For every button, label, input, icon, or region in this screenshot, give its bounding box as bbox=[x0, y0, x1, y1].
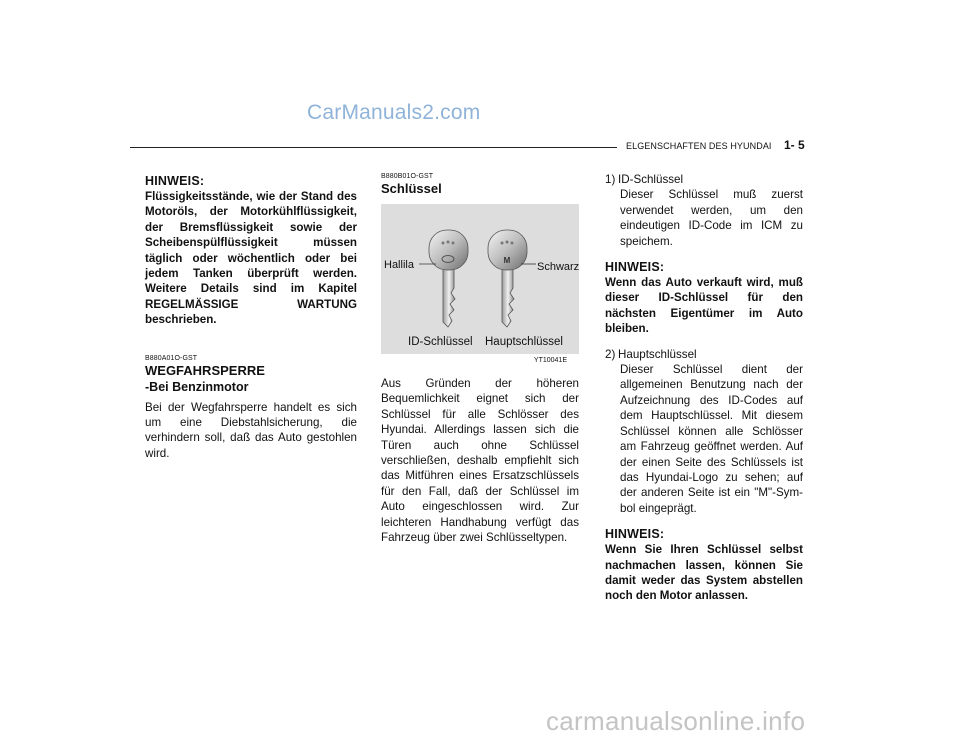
section-title: Schlüssel bbox=[381, 181, 442, 196]
label-hallila: Hallila bbox=[384, 259, 414, 271]
section-text: Aus Gründen der höheren Bequemlichkeit eignet sich der Schlüssel für alle Schlösser des Hyundai. Allerdings lassen sich die Türen auch ohne Schlüssel verschließen, deshalb empfiehlt sich das Mitführen eines Ersatzschlüssels für den Fall, daß der Schlüssel im Auto eingeschlossen wird. Zur leichteren Handhabung verfügt das Fahrzeug über zwei Schlüsseltypen. bbox=[381, 377, 579, 545]
watermark-top: CarManuals2.com bbox=[307, 101, 481, 124]
section-text: Bei der Wegfahrsperre handelt es sich um eine Diebstahlsicherung, die verhindern soll, daß das Auto gestohlen wird. bbox=[145, 400, 357, 460]
section-subtitle: -Bei Benzinmotor bbox=[145, 379, 249, 394]
list-text: Dieser Schlüssel muß zuerst verwendet werden, um den eindeutigen ID-Code im ICM zu speichem. bbox=[620, 188, 803, 248]
page-number: 1- 5 bbox=[784, 138, 805, 152]
note-text: Flüssigkeitsstände, wie der Stand des Motoröls, der Motorkühlflüssigkeit, der Bremsflüssigkeit sowie der Scheibenspülflüssigkeit müssen täglich oder wöchentlich oder bei jedem Tanken überprüft werden. Weitere Details sind im Kapitel REGELMÄSSIGE WARTUNG beschrieben. bbox=[145, 190, 357, 327]
label-schwarz: Schwarz bbox=[537, 261, 579, 273]
keys-illustration bbox=[381, 204, 579, 354]
column-left bbox=[145, 173, 357, 461]
note-heading: HINWEIS: bbox=[145, 174, 205, 188]
section-title: WEGFAHRSPERRE bbox=[145, 362, 265, 378]
key-m-symbol: M bbox=[503, 256, 511, 265]
section-code: B880A01O-GST bbox=[145, 354, 198, 362]
keys-figure bbox=[381, 204, 579, 354]
watermark-bottom: carmanualsonline.info bbox=[546, 706, 806, 736]
list-title: Hauptschlüssel bbox=[618, 347, 697, 361]
label-id-key: ID-Schlüssel bbox=[408, 336, 473, 348]
list-number: 2) bbox=[605, 347, 616, 361]
note-text: Wenn Sie Ihren Schlüssel selbst nachmachen lassen, können Sie damit weder das System abstellen noch den Motor anlassen. bbox=[605, 543, 803, 603]
column-right bbox=[605, 172, 803, 604]
list-item-master-key bbox=[605, 347, 803, 516]
note-heading: HINWEIS: bbox=[605, 260, 665, 275]
section-code: B880B01O-GST bbox=[381, 173, 434, 180]
list-item-id-key bbox=[605, 172, 803, 249]
note-text: Wenn das Auto verkauft wird, muß dieser ID-Schlüssel für den nächsten Eigentümer im Auto bleiben. bbox=[605, 276, 803, 336]
list-text: Dieser Schlüssel dient der allgemeinen Benutzung nach der Aufzeichnung des ID-Codes auf dem Hauptschlüssel. Mit diesem Schlüssel können alle Schlösser am Fahrzeug geöffnet werden. Auf der einen Seite des Schlüssels ist das Hyundai-Logo zu sehen; auf der anderen Seite ist ein "M"-Sym-bol eingeprägt. bbox=[620, 363, 803, 515]
master-key-icon bbox=[488, 230, 527, 327]
list-title: ID-Schlüssel bbox=[618, 173, 684, 186]
id-key-icon bbox=[429, 230, 468, 327]
figure-code: YT10041E bbox=[533, 357, 567, 364]
label-master-key: Hauptschlüssel bbox=[485, 336, 563, 348]
running-header-title: ELGENSCHAFTEN DES HYUNDAI bbox=[626, 141, 772, 151]
list-number: 1) bbox=[605, 173, 616, 186]
header-rule bbox=[130, 147, 617, 148]
note-heading: HINWEIS: bbox=[605, 527, 665, 542]
column-middle bbox=[381, 172, 579, 545]
